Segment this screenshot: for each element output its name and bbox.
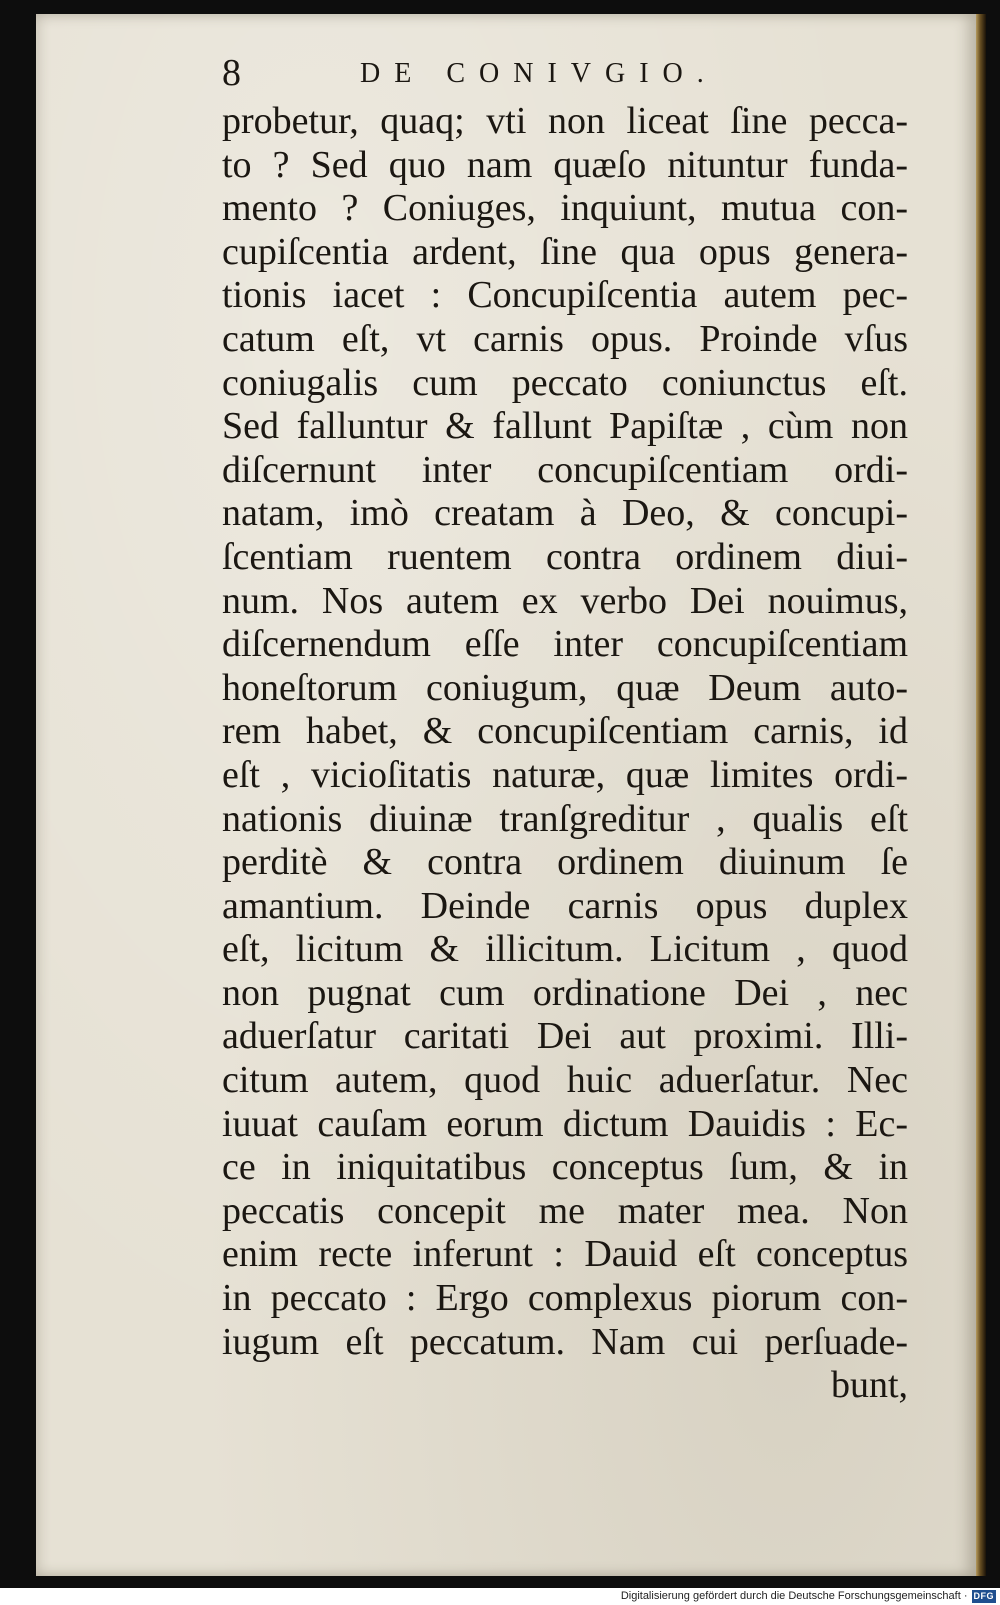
text-line: cupiſcentia ardent, ſine qua opus genera- (222, 230, 908, 273)
text-line: citum autem, quod huic aduerſatur. Nec (222, 1059, 908, 1102)
text-line: amantium. Deinde carnis opus duplex (222, 884, 908, 927)
text-line: probetur, quaq; vti non liceat ſine pecca- (222, 100, 908, 142)
text-line: rem habet, & concupiſcentiam carnis, id (222, 710, 908, 753)
text-line: diſcernendum eſſe inter concupiſcentiam (222, 623, 908, 666)
text-line: perditè & contra ordinem diuinum ſe (222, 841, 908, 884)
text-line: eſt , vicioſitatis naturæ, quæ limites ordi- (222, 753, 908, 796)
text-line: aduerſatur caritati Dei aut proximi. Illi- (222, 1015, 908, 1058)
text-line: peccatis concepit me mater mea. Non (222, 1189, 908, 1232)
text-line: honeſtorum coniugum, quæ Deum auto- (222, 666, 908, 709)
text-line: enim recte inferunt : Dauid eſt conceptus (222, 1233, 908, 1276)
running-title: DE CONIVGIO. (360, 58, 718, 89)
page-header (222, 50, 922, 96)
text-line: catum eſt, vt carnis opus. Proinde vſus (222, 317, 908, 360)
text-line: num. Nos autem ex verbo Dei nouimus, (222, 579, 908, 622)
text-line: non pugnat cum ordinatione Dei , nec (222, 971, 908, 1014)
text-line: to ? Sed quo nam quæſo nituntur funda- (222, 143, 908, 186)
text-line: eſt, licitum & illicitum. Licitum , quod (222, 928, 908, 971)
text-line: Sed falluntur & fallunt Papiſtæ , cùm non (222, 405, 908, 448)
text-line: ce in iniquitatibus conceptus ſum, & in (222, 1146, 908, 1189)
digitization-credit-bar (0, 1588, 1000, 1605)
digitization-credit: Digitalisierung gefördert durch die Deutsche Forschungsgemeinschaft · (620, 1590, 968, 1602)
text-line: in peccato : Ergo complexus piorum con- (222, 1277, 908, 1320)
dfg-logo: DFG (973, 1591, 994, 1601)
text-line: diſcernunt inter concupiſcentiam ordi- (222, 448, 908, 491)
text-line: nationis diuinæ tranſgreditur , qualis eſt (222, 797, 908, 840)
text-line: iugum eſt peccatum. Nam cui perſuade- (222, 1320, 908, 1363)
page-number: 8 (222, 52, 241, 94)
text-line: coniugalis cum peccato coniunctus eſt. (222, 361, 908, 404)
page-edge (976, 14, 986, 1576)
body-text (222, 100, 908, 1408)
catchword: bunt, (830, 1364, 908, 1407)
text-line: natam, imò creatam à Deo, & concupi- (222, 492, 908, 535)
text-line: iuuat cauſam eorum dictum Dauidis : Ec- (222, 1102, 908, 1145)
text-line: ſcentiam ruentem contra ordinem diui- (222, 535, 908, 578)
text-line: tionis iacet : Concupiſcentia autem pec- (222, 274, 908, 317)
text-line: mento ? Coniuges, inquiunt, mutua con- (222, 187, 908, 230)
